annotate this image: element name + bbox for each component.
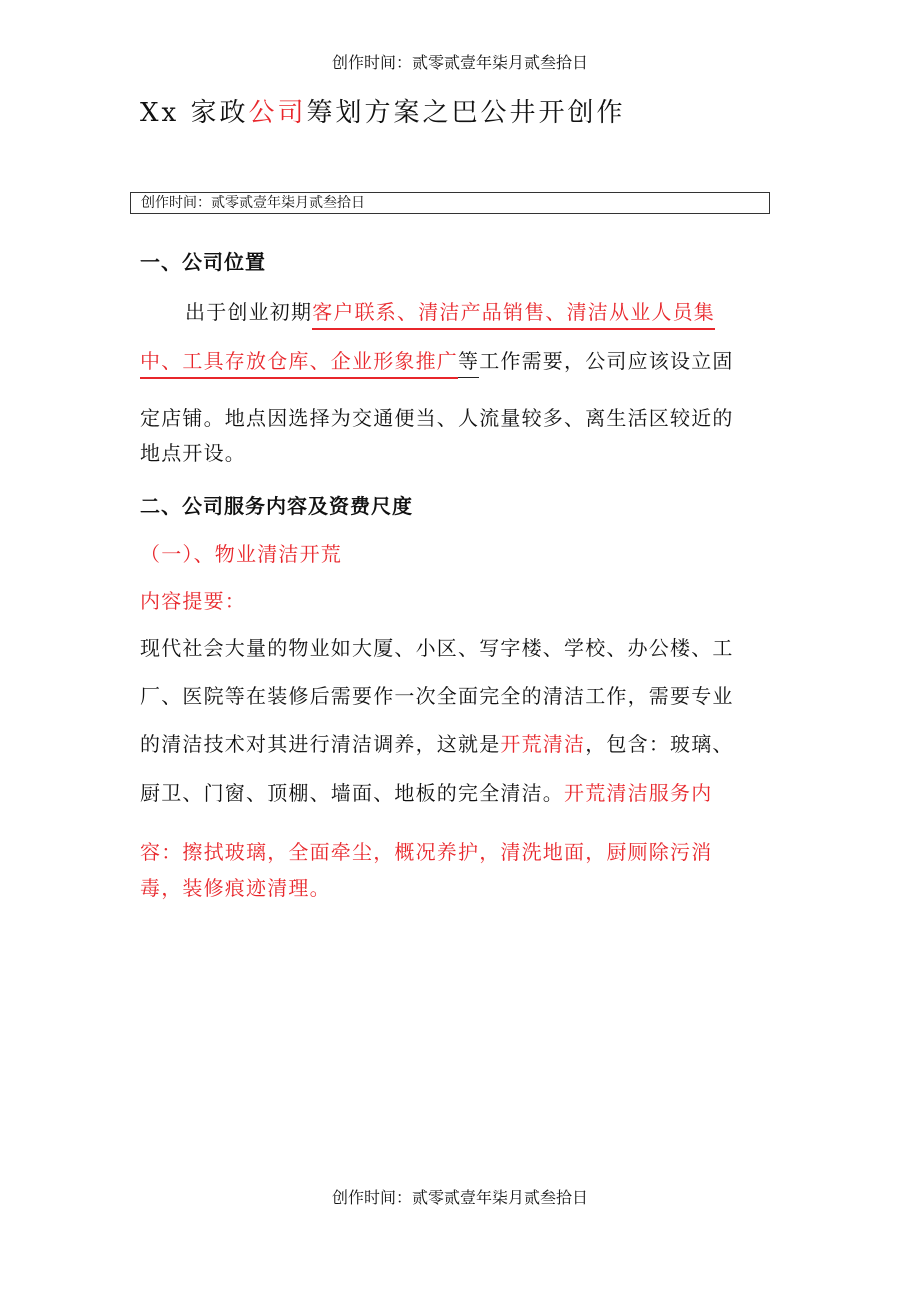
section2-p4 [140,777,712,806]
section1-line3: 定店铺。地点因选择为交通便当、人流量较多、离生活区较近的 [140,406,734,430]
document-title [140,92,625,129]
section1-line1-red: 客户联系、清洁产品销售、清洁从业人员集 [312,300,715,330]
section2-sub-heading: （一）、物业清洁开荒 [140,542,342,566]
title-part3: 筹划方案之巴公井开创作 [306,98,626,128]
section2-p4-red: 开荒清洁服务内 [564,781,713,805]
section1-line1 [185,296,715,325]
section2-p6: 毒，装修痕迹清理。 [140,876,331,900]
section2-p3-pre: 的清洁技术对其进行清洁调养，这就是 [140,732,501,756]
footer-creation-time: 创作时间：贰零贰壹年柒月贰叁拾日 [331,1188,588,1207]
section2-p4-pre: 厨卫、门窗、顶棚、墙面、地板的完全清洁。 [140,781,564,805]
section1-line2 [140,345,734,374]
section2-p2: 厂、医院等在装修后需要作一次全面完全的清洁工作，需要专业 [140,684,734,708]
section2-p5: 容：擦拭玻璃，全面牵尘，概况养护，清洗地面，厨厕除污消 [140,840,713,864]
title-part2-highlight: 公司 [248,98,307,128]
section1-line2-post: 工作需要，公司应该设立固 [479,349,734,373]
section1-line4: 地点开设。 [140,441,246,465]
section1-line2-red: 中、工具存放仓库、企业形象推广 [140,349,458,379]
section1-heading: 一、公司位置 [140,250,266,274]
content-label: 内容提要： [140,589,246,613]
section2-heading: 二、公司服务内容及资费尺度 [140,494,413,518]
section1-line1-pre: 出于创业初期 [185,300,313,324]
creation-time-box: 创作时间：贰零贰壹年柒月贰叁拾日 [130,192,770,214]
header-creation-time: 创作时间：贰零贰壹年柒月贰叁拾日 [331,53,588,72]
section2-p3-red: 开荒清洁 [500,732,586,756]
section1-line2-underlined: 等 [458,349,479,378]
section2-p1: 现代社会大量的物业如大厦、小区、写字楼、学校、办公楼、工 [140,636,734,660]
section2-p3 [140,728,734,757]
title-part1: Xx 家政 [140,98,249,128]
section2-p3-post: ，包含：玻璃、 [585,732,734,756]
